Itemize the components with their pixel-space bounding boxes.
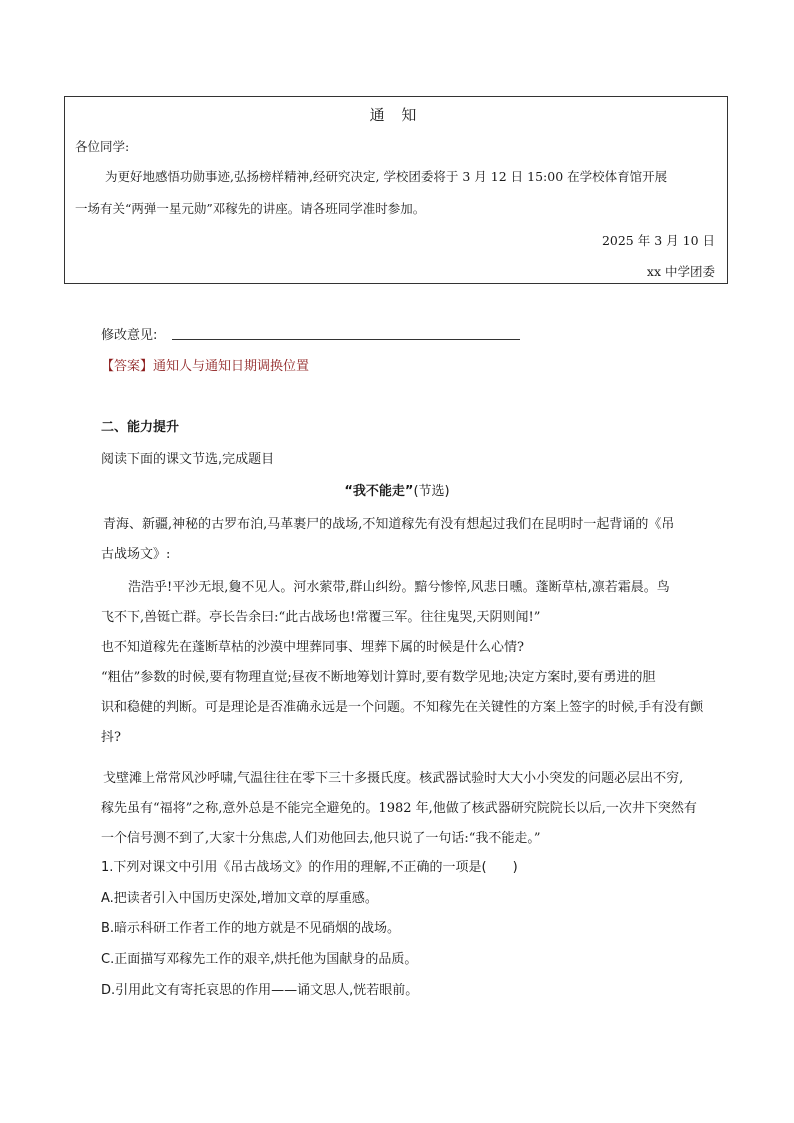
passage-line: 识和稳健的判断。可是理论是否准确永远是一个问题。不知稼先在关键性的方案上签字的时候,手有没有颤 — [101, 700, 704, 715]
passage-line: 也不知道稼先在蓬断草枯的沙漠中埋葬同事、埋葬下属的时候是什么心情? — [101, 640, 524, 655]
passage-line: 抖? — [101, 730, 121, 745]
revision-answer-line[interactable] — [172, 339, 520, 340]
passage-line: 一个信号测不到了,大家十分焦虑,人们劝他回去,他只说了一句话:“我不能走。” — [101, 831, 541, 846]
passage-title-text: “我不能走” — [344, 484, 414, 499]
passage-line: 青海、新疆,神秘的古罗布泊,马革裹尸的战场,不知道稼先有没有想起过我们在昆明时一起背诵的《吊 — [103, 517, 675, 532]
notice-body-line1: 为更好地感悟功勋事迹,弘扬榜样精神,经研究决定, 学校团委将于 3 月 12 日 15:00 在学校体育馆开展 — [105, 169, 668, 184]
passage-line: 古战场文》: — [101, 547, 171, 562]
question-stem: 1.下列对课文中引用《吊古战场文》的作用的理解,不正确的一项是( ) — [101, 860, 518, 875]
passage-line: “粗估”参数的时候,要有物理直觉;昼夜不断地筹划计算时,要有数学见地;决定方案时,要有勇进的胆 — [101, 670, 656, 685]
notice-date: 2025 年 3 月 10 日 — [601, 233, 715, 248]
option-c[interactable]: C.正面描写邓稼先工作的艰辛,烘托他为国献身的品质。 — [101, 952, 418, 967]
revision-label: 修改意见: — [101, 328, 158, 343]
notice-title: 通 知 — [369, 106, 423, 124]
passage-title — [0, 480, 794, 499]
section-heading: 二、能力提升 — [101, 420, 180, 435]
passage-line: 稼先虽有“福将”之称,意外总是不能完全避免的。1982 年,他做了核武器研究院院长以后,一次井下突然有 — [101, 801, 697, 816]
notice-box — [64, 96, 728, 284]
notice-body-line2: 一场有关“两弹一星元勋”邓稼先的讲座。请各班同学准时参加。 — [75, 201, 426, 216]
passage-subtitle: (节选) — [413, 484, 450, 499]
passage-line: 戈壁滩上常常风沙呼啸,气温往往在零下三十多摄氏度。核武器试验时大大小小突发的问题必层出不穷, — [103, 771, 684, 786]
quoted-text-line: 浩浩乎!平沙无垠,敻不见人。河水萦带,群山纠纷。黯兮惨悴,风悲日曛。蓬断草枯,凛若霜晨。鸟 — [128, 580, 670, 595]
option-b[interactable]: B.暗示科研工作者工作的地方就是不见硝烟的战场。 — [101, 921, 401, 936]
option-d[interactable]: D.引用此文有寄托哀思的作用——诵文思人,恍若眼前。 — [101, 983, 419, 998]
notice-signature: xx 中学团委 — [646, 264, 715, 279]
revision-answer: 【答案】通知人与通知日期调换位置 — [101, 359, 310, 374]
quoted-text-line: 飞不下,兽铤亡群。亭长告余曰:“此古战场也!常覆三军。往往鬼哭,天阴则闻!” — [101, 610, 541, 625]
option-a[interactable]: A.把读者引入中国历史深处,增加文章的厚重感。 — [101, 891, 378, 906]
notice-greeting: 各位同学: — [75, 139, 130, 154]
reading-instruction: 阅读下面的课文节选,完成题目 — [101, 452, 275, 467]
